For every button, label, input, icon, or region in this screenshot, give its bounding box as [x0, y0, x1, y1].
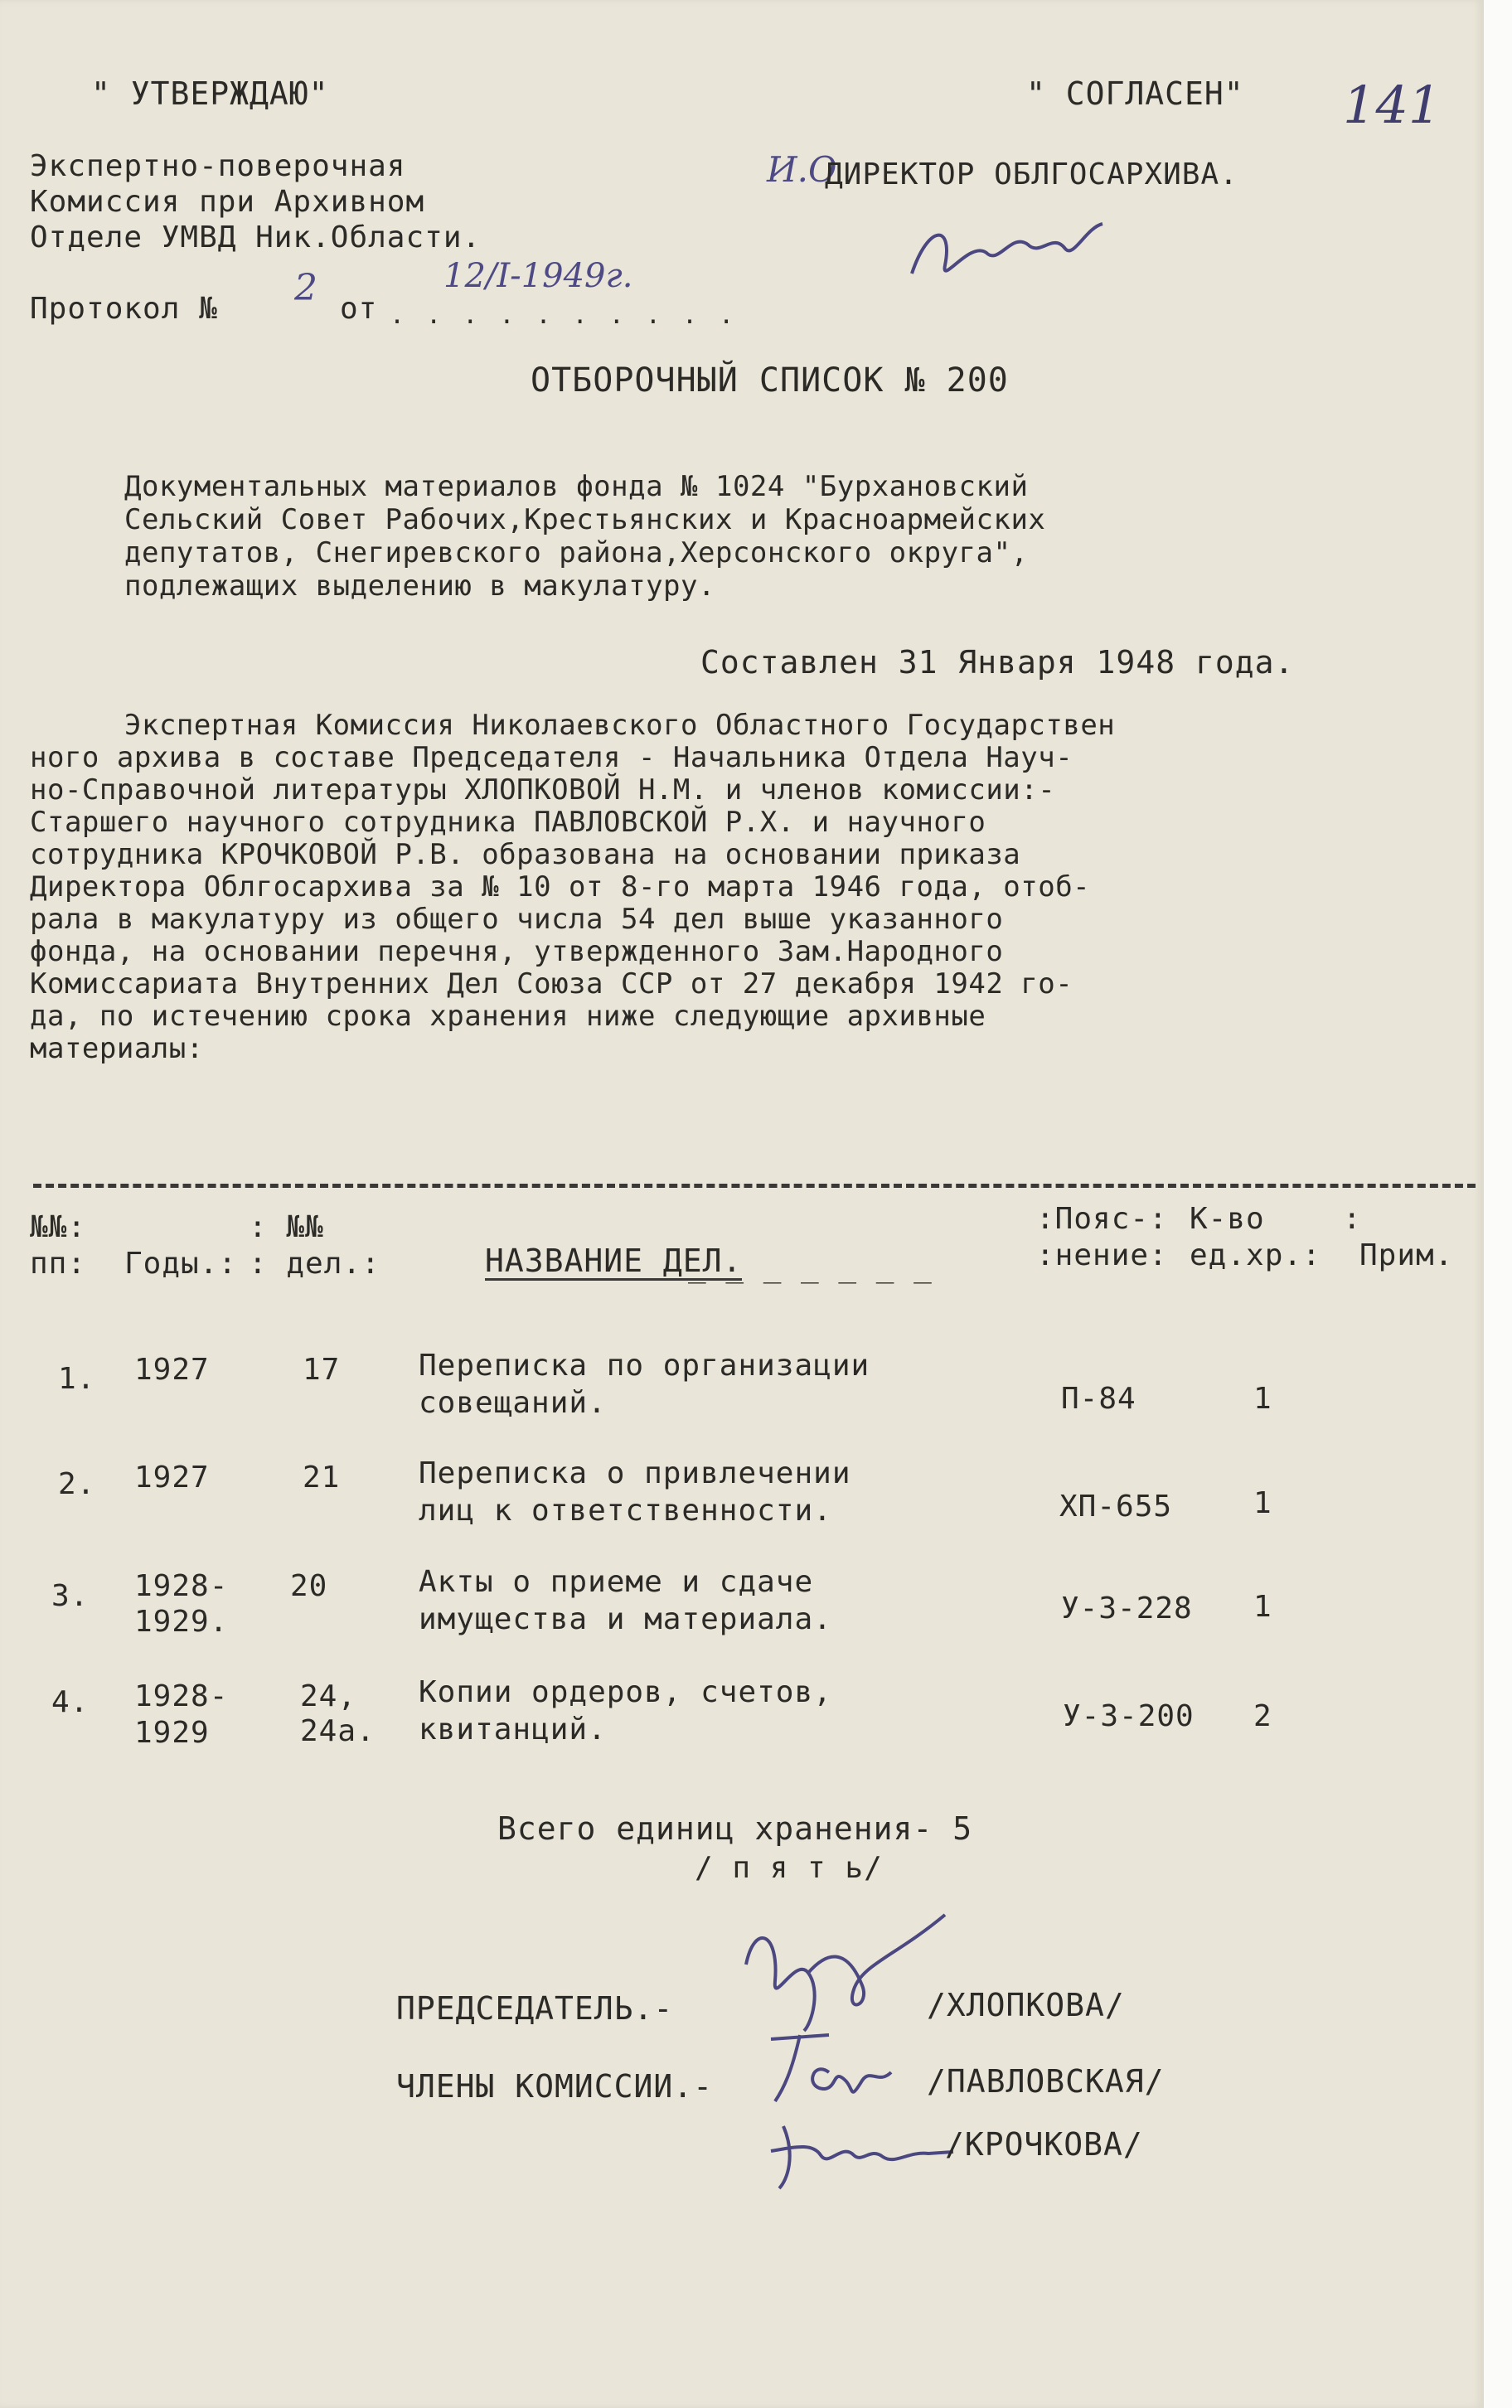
body-line-6: Директора Облгосархива за № 10 от 8-го марта 1946 года, отоб- [30, 870, 1091, 904]
header-num-1: №№: [30, 1210, 87, 1244]
header-quantity-2: ед.хр.: [1190, 1238, 1321, 1272]
table-row-year: 1927 [134, 1461, 210, 1495]
table-row-quantity: 1 [1253, 1590, 1272, 1624]
member-1-name: /ПАВЛОВСКАЯ/ [927, 2063, 1165, 2100]
body-line-2: ного архива в составе Председателя - Начальника Отдела Науч- [30, 741, 1073, 774]
description-line-3: депутатов, Снегиревского района,Херсонского округа", [124, 536, 1029, 569]
header-explanation-1: :Пояс-: [1036, 1202, 1168, 1236]
table-row-num: 4. [51, 1685, 90, 1719]
protocol-dots: . . . . . . . . . . [390, 301, 738, 330]
total-units-words: / п я т ь/ [695, 1851, 883, 1885]
body-line-7: рала в макулатуру из общего числа 54 дел выше указанного [30, 903, 1004, 936]
commission-line-1: Экспертно-поверочная [30, 149, 406, 183]
body-line-5: сотрудника КРОЧКОВОЙ Р.В. образована на основании приказа [30, 838, 1021, 871]
body-line-9: Комиссариата Внутренних Дел Союза ССР от 27 декабря 1942 го- [30, 967, 1073, 1001]
body-line-10: да, по истечению срока хранения ниже следующие архивные [30, 1000, 986, 1033]
chair-label: ПРЕДСЕДАТЕЛЬ.- [396, 1990, 674, 2027]
table-row-year-1: 1928- [134, 1679, 229, 1713]
table-row-num: 3. [51, 1579, 90, 1613]
table-row-name-2: совещаний. [419, 1386, 607, 1420]
header-note-2: Прим. [1359, 1238, 1454, 1272]
description-line-4: подлежащих выделению в макулатуру. [124, 569, 715, 603]
total-units: Всего единиц хранения- 5 [497, 1810, 973, 1847]
commission-line-2: Комиссия при Архивном [30, 185, 425, 219]
table-row-case: 20 [290, 1569, 328, 1603]
table-row-quantity: 2 [1253, 1699, 1272, 1733]
table-row-name-1: Акты о приеме и сдаче [419, 1565, 814, 1599]
page-edge [1484, 0, 1512, 2408]
header-quantity-1: К-во [1190, 1202, 1265, 1236]
compiled-date: Составлен 31 Января 1948 года. [700, 644, 1295, 681]
table-top-rule [33, 1184, 1476, 1188]
table-row-explanation: У-3-200 [1063, 1699, 1195, 1733]
table-row-year-2: 1929 [134, 1716, 210, 1750]
table-row-quantity: 1 [1253, 1486, 1272, 1520]
header-case-1: : №№ [249, 1210, 324, 1244]
table-row-case: 21 [303, 1461, 341, 1495]
protocol-label: Протокол № [30, 292, 218, 326]
header-years: Годы.: [124, 1247, 238, 1281]
agreed-label: " СОГЛАСЕН" [1026, 75, 1244, 112]
table-row-year-2: 1929. [134, 1605, 229, 1639]
body-line-4: Старшего научного сотрудника ПАВЛОВСКОЙ Р.Х. и научного [30, 806, 986, 839]
member-1-signature [754, 2023, 920, 2114]
body-line-11: материалы: [30, 1032, 204, 1065]
header-explanation-2: :нение: [1036, 1238, 1168, 1272]
header-case-name: НАЗВАНИЕ ДЕЛ. [485, 1243, 743, 1279]
table-row-quantity: 1 [1253, 1382, 1272, 1416]
body-line-1: Экспертная Комиссия Николаевского Областного Государствен [124, 709, 1116, 742]
chair-name: /ХЛОПКОВА/ [927, 1987, 1125, 2023]
protocol-date: 12/I-1949г. [443, 257, 633, 295]
table-row-name-2: лиц к ответственности. [419, 1494, 832, 1528]
director-prefix: И.О [767, 149, 837, 190]
table-row-num: 1. [58, 1362, 96, 1396]
body-line-8: фонда, на основании перечня, утвержденного Зам.Народного [30, 935, 1004, 968]
header-case-2: : дел.: [249, 1247, 380, 1281]
table-row-case: 17 [303, 1353, 341, 1387]
member-2-signature [763, 2105, 962, 2197]
table-row-year-1: 1928- [134, 1569, 229, 1603]
header-note-1: : [1343, 1202, 1362, 1236]
protocol-number: 2 [294, 267, 317, 309]
page-number: 141 [1343, 75, 1442, 135]
table-row-explanation: У-3-228 [1061, 1592, 1193, 1626]
header-dash-fill: _ _ _ _ _ _ _ [688, 1250, 933, 1284]
table-row-name-1: Переписка по организации [419, 1349, 870, 1383]
table-row-year: 1927 [134, 1353, 210, 1387]
document-title: ОТБОРОЧНЫЙ СПИСОК № 200 [531, 361, 1009, 400]
table-row-name-1: Переписка о привлечении [419, 1456, 851, 1490]
description-line-1: Документальных материалов фонда № 1024 "Бурхановский [124, 470, 1029, 503]
table-row-name-2: квитанций. [419, 1713, 607, 1747]
table-row-case-2: 24а. [300, 1714, 376, 1748]
director-title: ДИРЕКТОР ОБЛГОСАРХИВА. [825, 157, 1238, 191]
approved-label: " УТВЕРЖДАЮ" [91, 75, 329, 112]
header-num-2: пп: [30, 1247, 87, 1281]
description-line-2: Сельский Совет Рабочих,Крестьянских и Красноармейских [124, 503, 1046, 536]
body-line-3: но-Справочной литературы ХЛОПКОВОЙ Н.М. и членов комиссии:- [30, 773, 1056, 807]
table-row-explanation: П-84 [1061, 1382, 1136, 1416]
protocol-from: от [340, 292, 378, 326]
member-2-name: /КРОЧКОВА/ [945, 2126, 1143, 2163]
table-row-name-1: Копии ордеров, счетов, [419, 1675, 832, 1709]
table-row-explanation: ХП-655 [1059, 1490, 1173, 1524]
commission-line-3: Отделе УМВД Ник.Области. [30, 220, 482, 254]
table-row-num: 2. [58, 1467, 96, 1501]
table-row-name-2: имущества и материала. [419, 1602, 832, 1636]
director-signature [895, 207, 1127, 298]
table-row-case-1: 24, [300, 1679, 357, 1713]
members-label: ЧЛЕНЫ КОМИССИИ.- [396, 2068, 714, 2105]
